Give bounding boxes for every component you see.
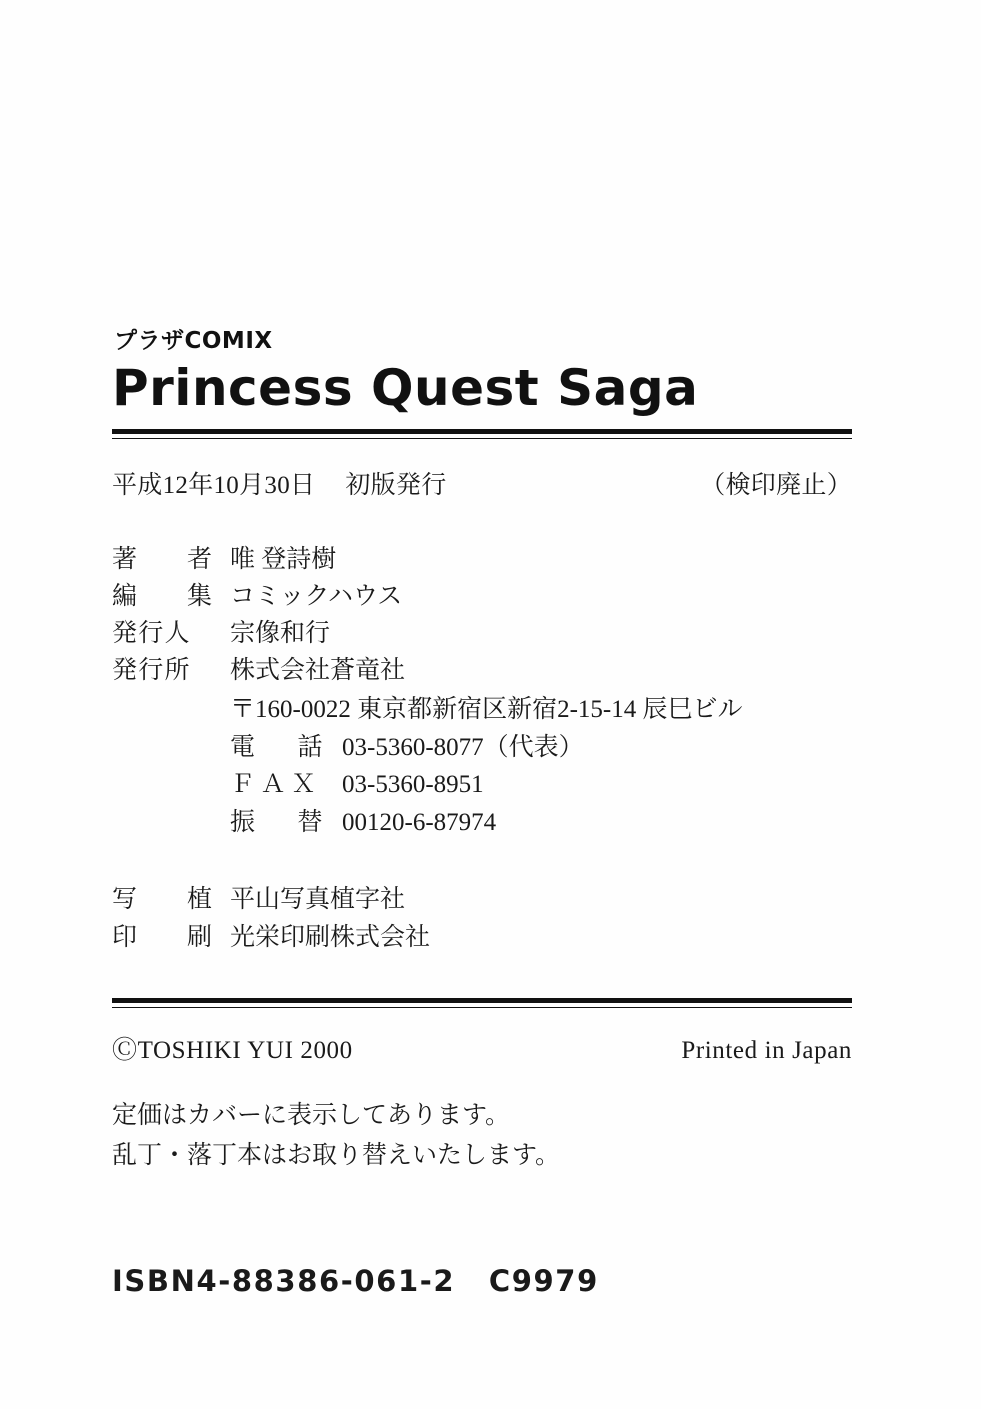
credit-row-publisher-company xyxy=(112,652,852,689)
divider-bottom-group xyxy=(112,998,852,1008)
colophon-block xyxy=(112,322,852,1298)
imprint-label: プラザCOMIX xyxy=(114,328,273,354)
credit-label: 編 集 xyxy=(112,583,225,610)
credit-row-publisher-person xyxy=(112,615,852,652)
credit-label: 発行所 xyxy=(112,657,191,684)
credits-list xyxy=(112,541,852,689)
production-label: 印 刷 xyxy=(112,923,225,951)
address-value: 03-5360-8951 xyxy=(342,771,484,798)
address-row-phone xyxy=(230,729,852,767)
production-row-typesetting xyxy=(112,881,852,919)
address-row-giro xyxy=(230,804,852,842)
divider-top-thin xyxy=(112,438,852,439)
address-row-fax xyxy=(230,766,852,804)
production-row-printing xyxy=(112,919,852,957)
publisher-address-block xyxy=(112,691,852,841)
copyright-row xyxy=(112,1030,852,1066)
address-value: 〒160-0022 東京都新宿区新宿2-15-14 辰巳ビル xyxy=(230,696,743,723)
address-key: 電 話 xyxy=(230,733,332,761)
seal-note: （検印廃止） xyxy=(700,472,852,499)
notices-block xyxy=(112,1096,852,1176)
page-title: Princess Quest Saga xyxy=(112,359,699,417)
publication-edition: 初版発行 xyxy=(345,472,447,499)
production-list xyxy=(112,881,852,956)
address-key: 振 替 xyxy=(230,808,332,836)
printed-in-label: Printed in Japan xyxy=(681,1037,852,1064)
credit-label: 発行人 xyxy=(112,620,191,647)
credit-value: 宗像和行 xyxy=(230,620,331,647)
isbn-number: ISBN4-88386-061-2 xyxy=(112,1264,456,1298)
credit-row-author xyxy=(112,541,852,578)
publication-left xyxy=(112,465,447,501)
address-row-street xyxy=(230,691,852,729)
publication-row xyxy=(112,465,852,501)
production-label: 写 植 xyxy=(112,886,225,913)
address-key: ＦＡＸ xyxy=(230,771,322,798)
isbn-block xyxy=(112,1264,852,1298)
copyright-notice: ⒸTOSHIKI YUI 2000 xyxy=(112,1037,353,1064)
address-value: 00120-6-87974 xyxy=(342,808,497,836)
address-value: 03-5360-8077（代表） xyxy=(342,733,584,761)
credit-value: 唯 登詩樹 xyxy=(230,546,337,573)
credit-label: 著 者 xyxy=(112,546,225,573)
credit-row-editor xyxy=(112,578,852,615)
notice-price: 定価はカバーに表示してあります。 xyxy=(112,1102,511,1129)
credit-value: 株式会社蒼竜社 xyxy=(230,657,406,684)
divider-bottom-thin xyxy=(112,1007,852,1008)
notice-defective: 乱丁・落丁本はお取り替えいたします。 xyxy=(112,1142,561,1169)
credit-value: コミックハウス xyxy=(230,583,403,610)
production-value: 平山写真植字社 xyxy=(230,886,406,913)
production-value: 光栄印刷株式会社 xyxy=(230,923,431,951)
isbn-classification-code: C9979 xyxy=(488,1264,599,1298)
publication-date: 平成12年10月30日 xyxy=(112,472,316,499)
